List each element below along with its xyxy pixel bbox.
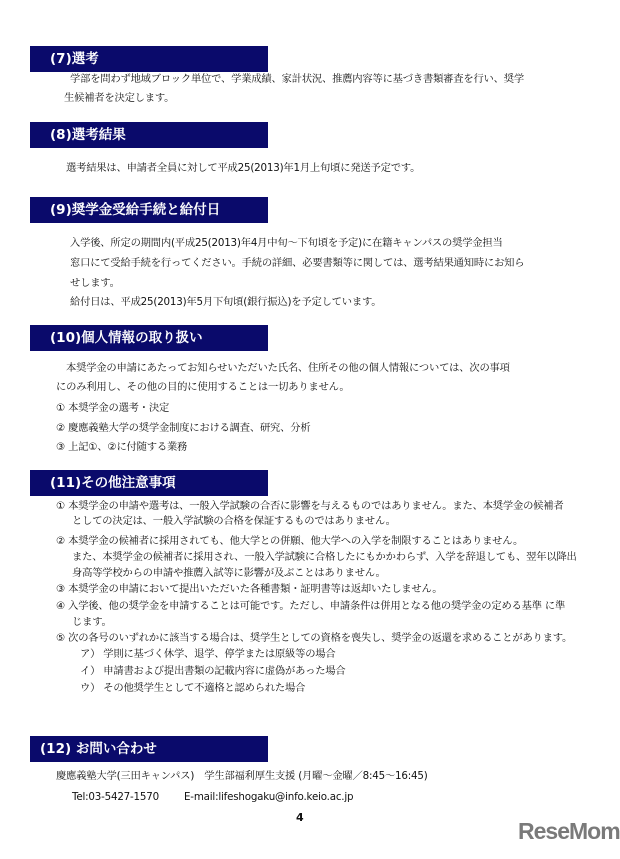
body-text: 本奨学金の申請にあたってお知らせいただいた氏名、住所その他の個人情報については、次の事項 — [66, 362, 510, 374]
list-item: ③ 本奨学金の申請において提出いただいた各種書類・証明書等は返却いたしません。 — [56, 583, 443, 595]
body-text: としての決定は、一般入学試験の合格を保証するものではありません。 — [72, 515, 396, 527]
body-text: 生候補者を決定します。 — [64, 92, 175, 104]
contact-tel: Tel:03-5427-1570 — [72, 791, 159, 803]
body-text: にのみ利用し、その他の目的に使用することは一切ありません。 — [56, 381, 350, 393]
list-item: ① 本奨学金の選考・決定 — [56, 402, 170, 414]
page-number: 4 — [296, 811, 304, 824]
sub-list-item: イ） 申請書および提出書類の記載内容に虚偽があった場合 — [80, 665, 346, 677]
section-12-header: (12) お問い合わせ — [30, 736, 268, 762]
body-text: 窓口にて受給手続を行ってください。手続の詳細、必要書類等に関しては、選考結果通知時にお知ら — [70, 257, 525, 269]
body-text: また、本奨学金の候補者に採用され、一般入学試験に合格したにもかかわらず、入学を辞退しても、翌年以降出 — [72, 551, 577, 563]
list-item: ① 本奨学金の申請や選考は、一般入学試験の合否に影響を与えるものではありません。また、本奨学金の候補者 — [56, 500, 564, 512]
list-item: ② 本奨学金の候補者に採用されても、他大学との併願、他大学への入学を制限することはありません。 — [56, 535, 524, 547]
body-text: じます。 — [72, 616, 112, 628]
contact-email[interactable]: E-mail:lifeshogaku@info.keio.ac.jp — [184, 791, 354, 803]
body-text: せします。 — [70, 277, 120, 289]
list-item: ④ 入学後、他の奨学金を申請することは可能です。ただし、申請条件は併用となる他の奨学金の定める基準 に準 — [56, 600, 566, 612]
list-item: ⑤ 次の各号のいずれかに該当する場合は、奨学生としての資格を喪失し、奨学金の返還を求めることがあります。 — [56, 632, 573, 644]
section-9-header: (9)奨学金受給手続と給付日 — [30, 197, 268, 223]
section-8-header: (8)選考結果 — [30, 122, 268, 148]
resemom-watermark-logo: ReseMom — [518, 818, 620, 844]
section-11-header: (11)その他注意事項 — [30, 470, 268, 496]
sub-list-item: ア） 学則に基づく休学、退学、停学または原級等の場合 — [80, 648, 336, 660]
contact-office: 慶應義塾大学(三田キャンパス) 学生部福利厚生支援 (月曜～金曜／8:45～16:45) — [56, 770, 428, 782]
list-item: ② 慶應義塾大学の奨学金制度における調査、研究、分析 — [56, 422, 311, 434]
body-text: 選考結果は、申請者全員に対して平成25(2013)年1月上旬頃に発送予定です。 — [66, 162, 421, 174]
body-text: 入学後、所定の期間内(平成25(2013)年4月中旬～下旬頃を予定)に在籍キャンパスの奨学金担当 — [70, 237, 503, 249]
section-7-header: (7)選考 — [30, 46, 268, 72]
body-text: 学部を問わず地域ブロック単位で、学業成績、家計状況、推薦内容等に基づき書類審査を行い、奨学 — [70, 73, 524, 85]
list-item: ③ 上記①、②に付随する業務 — [56, 441, 188, 453]
section-10-header: (10)個人情報の取り扱い — [30, 325, 268, 351]
body-text: 給付日は、平成25(2013)年5月下旬頃(銀行振込)を予定しています。 — [70, 296, 382, 308]
body-text: 身高等学校からの申請や推薦入試等に影響が及ぶことはありません。 — [72, 567, 386, 579]
sub-list-item: ウ） その他奨学生として不適格と認められた場合 — [80, 682, 306, 694]
